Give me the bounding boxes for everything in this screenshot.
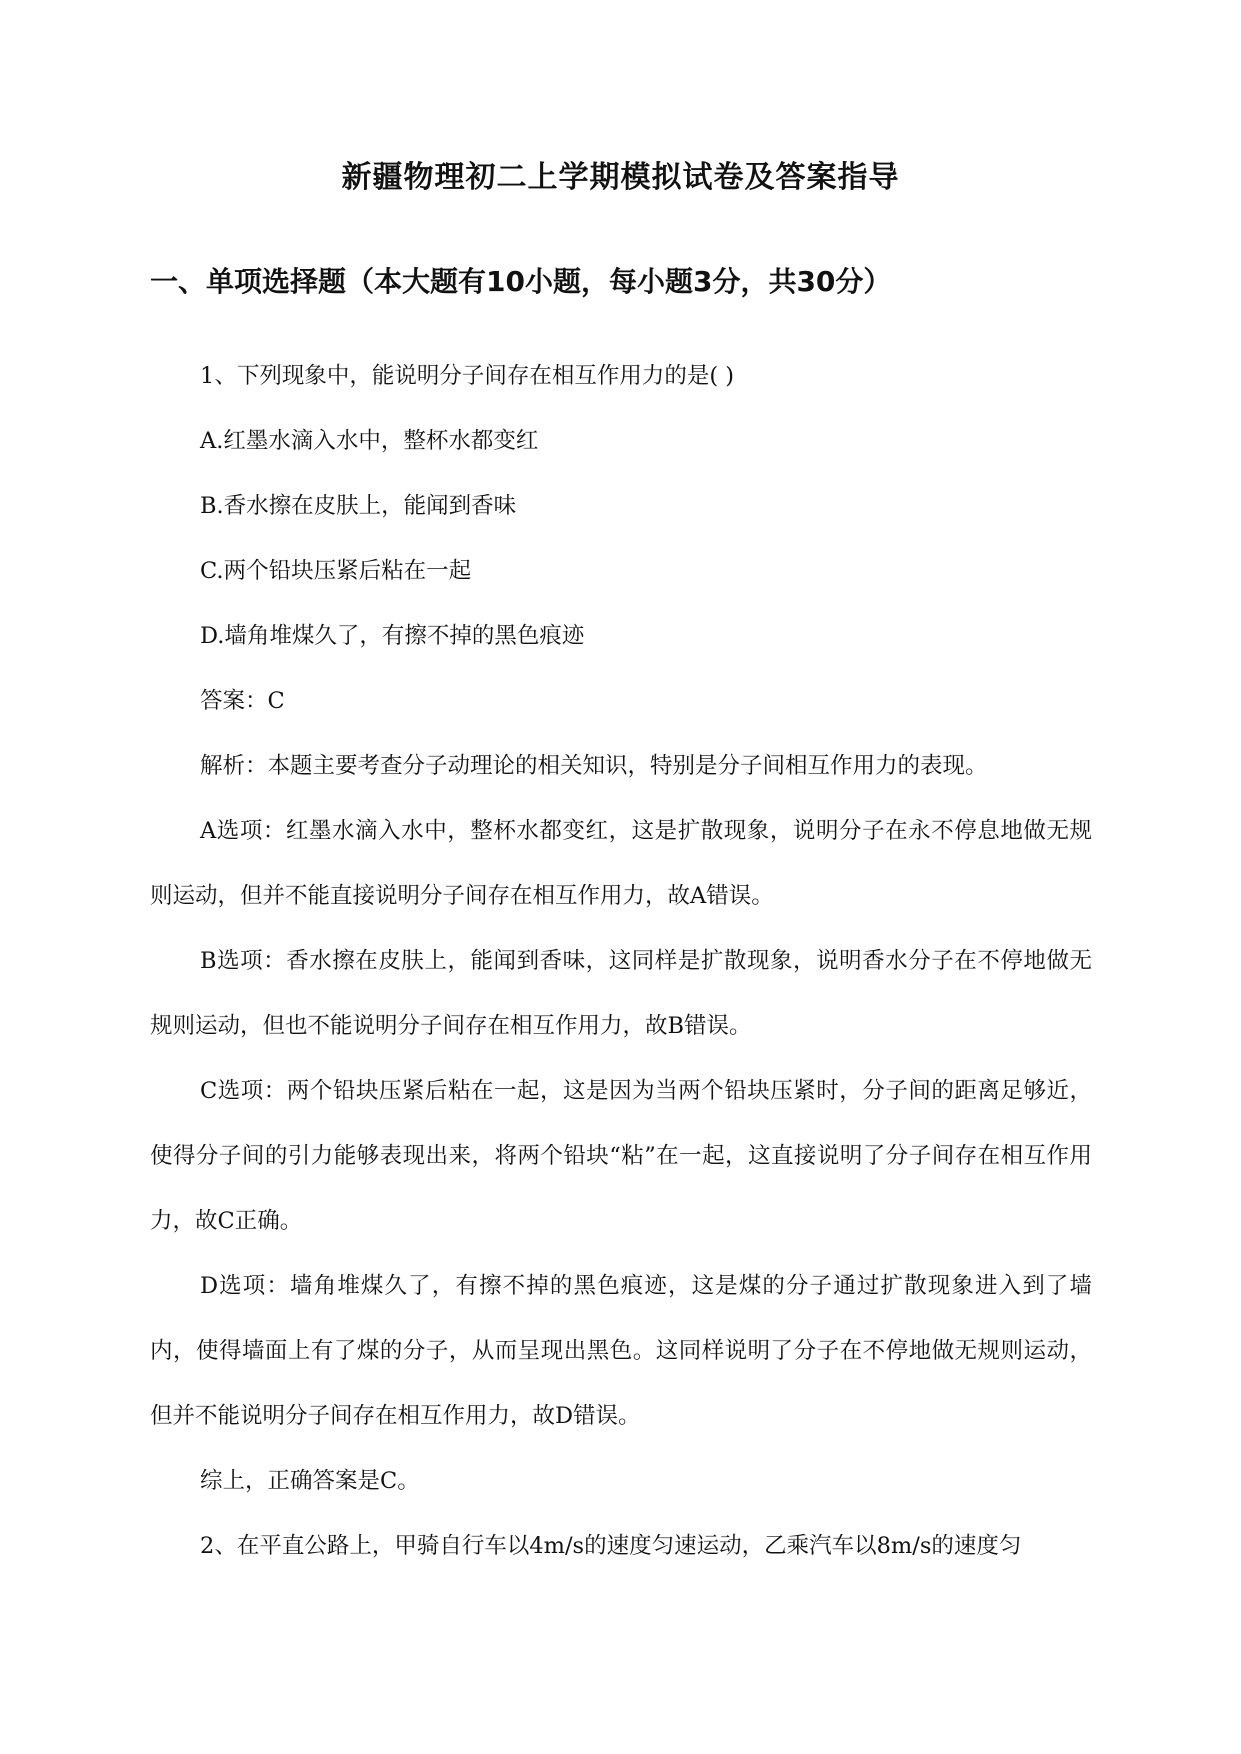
section-heading: 一、单项选择题（本大题有10小题，每小题3分，共30分） xyxy=(150,265,892,298)
question-1-stem: 1、下列现象中，能说明分子间存在相互作用力的是( ) xyxy=(200,363,735,389)
question-1-option-a: A.红墨水滴入水中，整杯水都变红 xyxy=(200,428,539,454)
analysis-option-a: A选项：红墨水滴入水中，整杯水都变红，这是扩散现象，说明分子在永不停息地做无规则运动，但并不能直接说明分子间存在相互作用力，故A错误。 xyxy=(150,818,1092,909)
question-1-option-c: C.两个铅块压紧后粘在一起 xyxy=(200,558,472,584)
analysis-option-b: B选项：香水擦在皮肤上，能闻到香味，这同样是扩散现象，说明香水分子在不停地做无规则运动，但也不能说明分子间存在相互作用力，故B错误。 xyxy=(150,948,1092,1039)
question-1-option-b: B.香水擦在皮肤上，能闻到香味 xyxy=(200,493,517,519)
analysis-option-d: D选项：墙角堆煤久了，有擦不掉的黑色痕迹，这是煤的分子通过扩散现象进入到了墙内，使得墙面上有了煤的分子，从而呈现出黑色。这同样说明了分子在不停地做无规则运动，但并不能说明分子间存在相互作用力，故D错误。 xyxy=(150,1273,1092,1429)
question-1-option-d: D.墙角堆煤久了，有擦不掉的黑色痕迹 xyxy=(200,623,585,649)
question-1-analysis: 解析：本题主要考查分子动理论的相关知识，特别是分子间相互作用力的表现。 xyxy=(200,753,988,779)
analysis-conclusion: 综上，正确答案是C。 xyxy=(200,1468,420,1494)
document-title: 新疆物理初二上学期模拟试卷及答案指导 xyxy=(341,160,900,195)
document-body xyxy=(150,344,1092,1579)
analysis-option-c: C选项：两个铅块压紧后粘在一起，这是因为当两个铅块压紧时，分子间的距离足够近，使得分子间的引力能够表现出来，将两个铅块“粘”在一起，这直接说明了分子间存在相互作用力，故C正确。 xyxy=(150,1078,1092,1234)
question-1-answer: 答案：C xyxy=(200,688,285,714)
question-2-stem: 2、在平直公路上，甲骑自行车以4m/s的速度匀速运动，乙乘汽车以8m/s的速度匀 xyxy=(200,1533,1022,1559)
